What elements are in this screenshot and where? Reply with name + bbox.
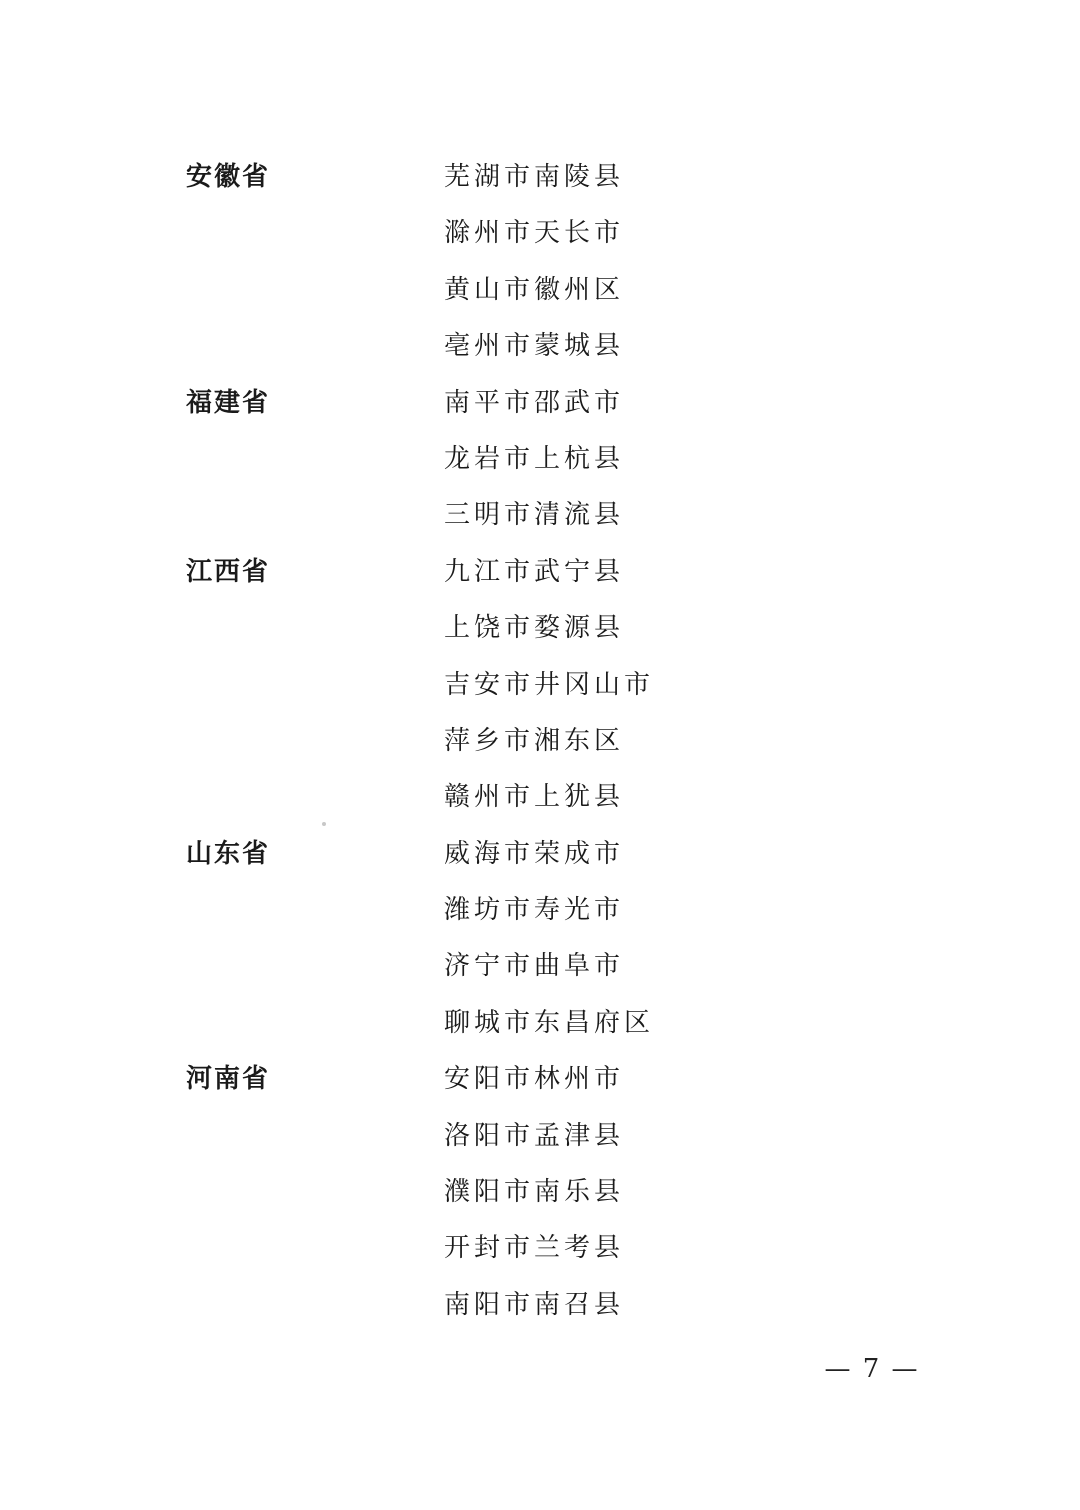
list-row	[0, 827, 1080, 883]
county-name: 南阳市南召县	[444, 1289, 625, 1320]
list-row	[0, 658, 1080, 714]
list-row	[0, 1165, 1080, 1221]
county-name: 吉安市井冈山市	[444, 669, 655, 700]
province-name: 安徽省	[186, 162, 271, 192]
list-row	[0, 1052, 1080, 1108]
county-name: 洛阳市孟津县	[444, 1120, 625, 1151]
county-name: 赣州市上犹县	[444, 782, 625, 813]
county-name: 三明市清流县	[444, 500, 625, 531]
county-name: 龙岩市上杭县	[444, 443, 625, 474]
list-row	[0, 601, 1080, 657]
county-name: 威海市荣成市	[444, 838, 625, 869]
province-name: 福建省	[186, 387, 271, 418]
list-row	[0, 206, 1080, 262]
county-name: 南平市邵武市	[444, 387, 625, 418]
county-name: 济宁市曲阜市	[444, 951, 625, 982]
list-row	[0, 263, 1080, 319]
county-name: 芜湖市南陵县	[444, 162, 625, 192]
county-name: 聊城市东昌府区	[444, 1007, 655, 1038]
list-row	[0, 770, 1080, 826]
province-group	[0, 1052, 1080, 1334]
list-row	[0, 996, 1080, 1052]
list-row	[0, 939, 1080, 995]
page-number: — 7 —	[824, 1354, 920, 1384]
province-name: 山东省	[186, 838, 271, 869]
county-name: 上饶市婺源县	[444, 613, 625, 644]
province-name: 江西省	[186, 556, 271, 587]
list-row	[0, 545, 1080, 601]
province-group	[0, 376, 1080, 545]
list-row	[0, 883, 1080, 939]
county-name: 黄山市徽州区	[444, 274, 625, 305]
county-list	[0, 150, 1080, 1334]
county-name: 开封市兰考县	[444, 1233, 625, 1264]
county-name: 滁州市天长市	[444, 218, 625, 249]
list-row	[0, 319, 1080, 375]
list-row	[0, 1109, 1080, 1165]
list-row	[0, 1221, 1080, 1277]
list-row	[0, 150, 1080, 206]
list-row	[0, 714, 1080, 770]
province-name: 河南省	[186, 1064, 271, 1095]
province-group	[0, 827, 1080, 1053]
county-name: 安阳市林州市	[444, 1064, 625, 1095]
county-name: 濮阳市南乐县	[444, 1177, 625, 1208]
county-name: 潍坊市寿光市	[444, 895, 625, 926]
list-row	[0, 1278, 1080, 1334]
list-row	[0, 376, 1080, 432]
county-name: 九江市武宁县	[444, 556, 625, 587]
list-row	[0, 432, 1080, 488]
list-row	[0, 488, 1080, 544]
county-name: 萍乡市湘东区	[444, 725, 625, 756]
province-group	[0, 150, 1080, 376]
province-group	[0, 545, 1080, 827]
county-name: 亳州市蒙城县	[444, 331, 625, 362]
